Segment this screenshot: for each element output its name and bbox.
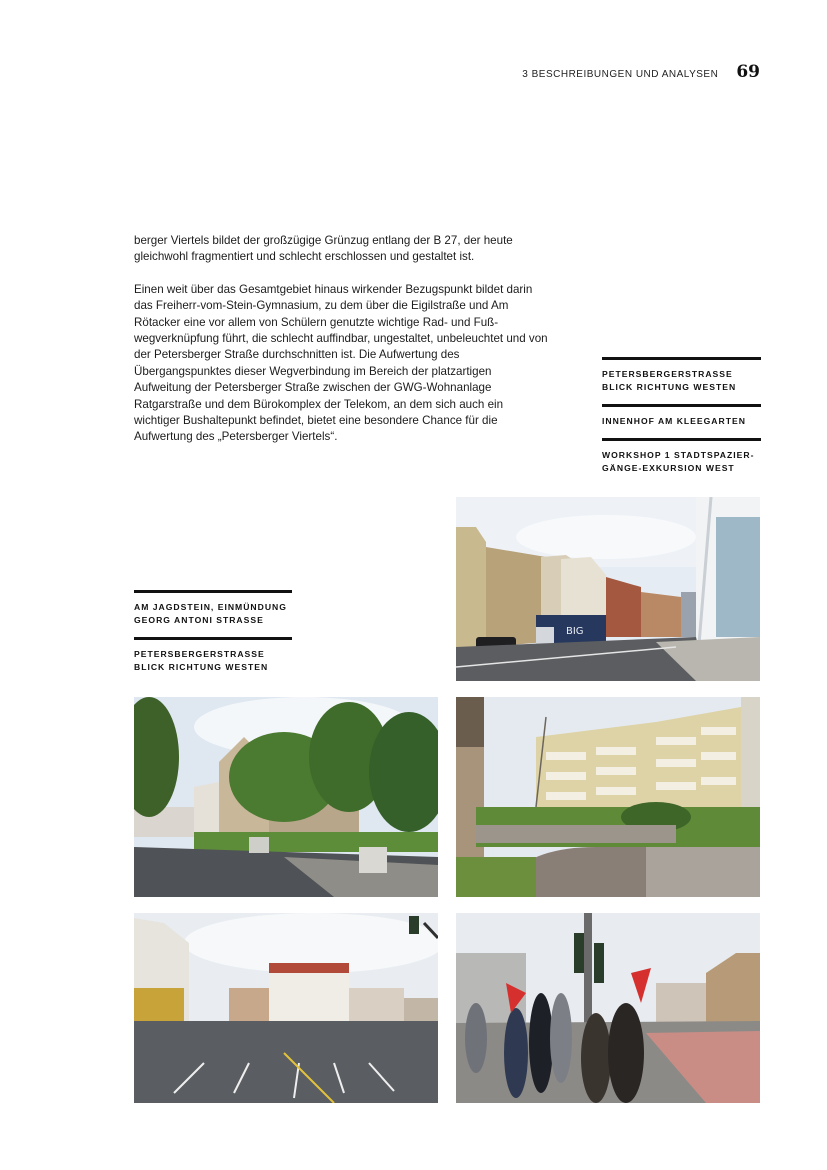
paragraph: Einen weit über das Gesamtgebiet hinaus wirkender Bezugspunkt bildet darin das Freiherr-vom-Stein-Gymnasium, zu dem über die Eigilstraße und Am Rötacker eine vor allem von Schülern genutzte wichtige Rad- und Fuß-wegverknüpfung führt, die schlecht auffindbar, ungestaltet, unbeleuchtet und von der Petersberger Straße durchschnitten ist. Die Aufwertung des Übergangspunktes dieser Wegverbindung im Bereich der platzartigen Aufweitung der Petersberger Straße zwischen der GWG-Wohnanlage Ratgarstraße und dem Bürokomplex der Telekom, an dem sich auch ein wichtiger Bushaltepunkt befindet, bietet eine besondere Chance für die Aufwertung des „Petersberger Viertels“.: [134, 282, 548, 444]
body-text: [134, 233, 548, 462]
photo-workshop-exkursion: [456, 913, 760, 1103]
truck-label: BIG: [566, 626, 584, 637]
caption: INNENHOF AM KLEEGARTEN: [602, 404, 761, 438]
photo-am-jagdstein-intersection: [134, 697, 438, 897]
photo-petersbergerstrasse-street: [456, 497, 760, 681]
caption: AM JAGDSTEIN, EINMÜNDUNG GEORG ANTONI STRASSE: [134, 590, 292, 637]
caption: PETERSBERGERSTRASSE BLICK RICHTUNG WESTEN: [134, 637, 292, 684]
caption: WORKSHOP 1 STADTSPAZIER- GÄNGE-EXKURSION WEST: [602, 438, 761, 485]
caption: PETERSBERGERSTRASSE BLICK RICHTUNG WESTEN: [602, 357, 761, 404]
section-title: 3 BESCHREIBUNGEN UND ANALYSEN: [522, 69, 719, 80]
photo-innenhof-kleegarten: [456, 697, 760, 897]
captions-right: [602, 357, 761, 485]
page-number: 69: [736, 62, 760, 82]
captions-left: [134, 590, 292, 684]
paragraph: berger Viertels bildet der großzügige Grünzug entlang der B 27, der heute gleichwohl fragmentiert und schlecht erschlossen und gestaltet ist.: [134, 234, 513, 264]
page-header: [522, 62, 760, 82]
photo-petersbergerstrasse-intersection: [134, 913, 438, 1103]
